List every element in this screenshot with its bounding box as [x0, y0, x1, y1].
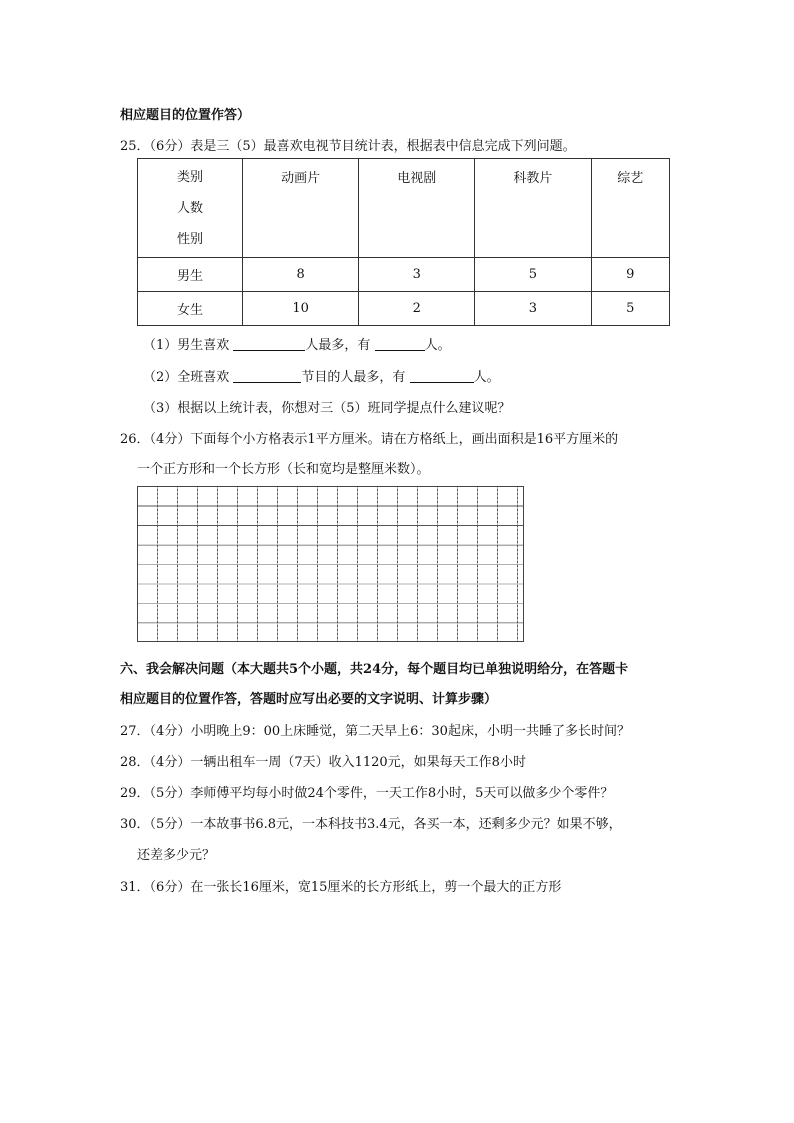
- table-cell: 9: [591, 258, 669, 292]
- question-26-line2: 一个正方形和一个长方形（长和宽均是整厘米数）。: [137, 462, 430, 477]
- question-28: 28．（4分）一辆出租车一周（7天）收入1120元，如果每天工作8小时: [120, 755, 526, 770]
- answer-blank[interactable]: [410, 369, 474, 383]
- question-25-stem: 25．（6分）表是三（5）最喜欢电视节目统计表，根据表中信息完成下列问题。: [120, 139, 576, 154]
- row-label: 男生: [138, 258, 243, 292]
- question-27: 27．（4分）小明晚上9：00上床睡觉，第二天早上6：30起床，小明一共睡了多长时间？: [120, 724, 630, 739]
- table-row: [138, 292, 670, 326]
- table-cell: 8: [243, 258, 359, 292]
- table-row: [138, 258, 670, 292]
- column-header: 科教片: [475, 159, 591, 258]
- answer-blank[interactable]: [233, 369, 301, 383]
- table-corner-header: [138, 159, 243, 258]
- answer-blank[interactable]: [233, 337, 305, 351]
- question-31: 31．（6分）在一张长16厘米，宽15厘米的长方形纸上，剪一个最大的正方形: [120, 880, 562, 895]
- question-25-sub2: （2）全班喜欢 节目的人最多，有 人。: [143, 370, 500, 385]
- question-26-line1: 26．（4分）下面每个小方格表示1平方厘米。请在方格纸上，画出面积是16平方厘米的: [120, 432, 619, 447]
- column-header: 综艺: [591, 159, 669, 258]
- table-cell: 3: [359, 258, 475, 292]
- section-header-tail: 相应题目的位置作答）: [120, 108, 251, 123]
- column-header: 动画片: [243, 159, 359, 258]
- table-cell: 10: [243, 292, 359, 326]
- corner-label-gender: 性别: [176, 231, 203, 247]
- table-cell: 3: [475, 292, 591, 326]
- column-header: 电视剧: [359, 159, 475, 258]
- tv-program-stats-table: [137, 158, 670, 326]
- question-25-sub3: （3）根据以上统计表，你想对三（5）班同学提点什么建议呢？: [143, 401, 511, 416]
- question-29: 29．（5分）李师傅平均每小时做24个零件，一天工作8小时，5天可以做多少个零件？: [120, 786, 614, 801]
- table-cell: 5: [475, 258, 591, 292]
- section-6-title-line1: 六、我会解决问题（本大题共5个小题，共24分，每个题目均已单独说明给分，在答题卡: [120, 662, 629, 677]
- corner-label-category: 类别: [176, 169, 203, 185]
- table-cell: 2: [359, 292, 475, 326]
- section-6-title-line2: 相应题目的位置作答，答题时应写出必要的文字说明、计算步骤）: [120, 692, 498, 707]
- question-25-sub1: （1）男生喜欢 人最多，有 人。: [143, 338, 451, 353]
- row-label: 女生: [138, 292, 243, 326]
- question-30-line2: 还差多少元？: [137, 848, 216, 863]
- question-30-line1: 30．（5分）一本故事书6.8元，一本科技书3.4元，各买一本，还剩多少元？如果不够，: [120, 817, 622, 832]
- square-grid-paper[interactable]: [137, 486, 524, 642]
- corner-label-count: 人数: [176, 200, 203, 216]
- table-cell: 5: [591, 292, 669, 326]
- answer-blank[interactable]: [375, 337, 425, 351]
